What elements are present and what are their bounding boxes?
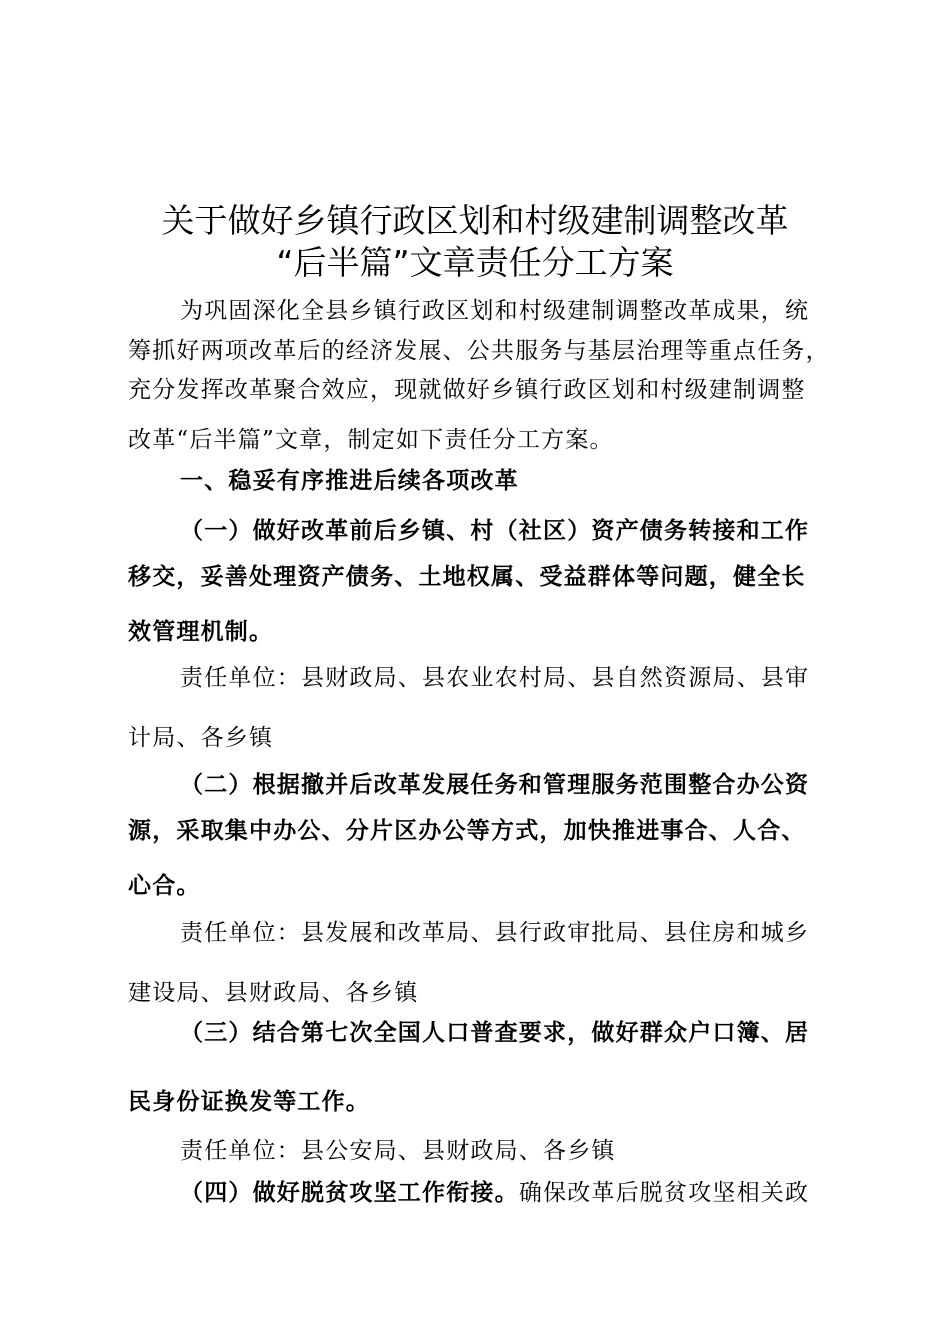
item-1-line-1: （一）做好改革前后乡镇、村（社区）资产债务转接和工作	[180, 518, 810, 544]
item-3-responsible-line-1: 责任单位：县公安局、县财政局、各乡镇	[180, 1138, 616, 1164]
intro-line-1: 为巩固深化全县乡镇行政区划和村级建制调整改革成果，统	[180, 298, 810, 324]
item-3-line-1: （三）结合第七次全国人口普查要求，做好群众户口簿、居	[180, 1020, 810, 1046]
item-1-line-2: 移交，妥善处理资产债务、土地权属、受益群体等问题，健全长	[128, 564, 806, 590]
document-title-line-2: “后半篇”文章责任分工方案	[276, 243, 674, 282]
item-4-normal-text: 确保改革后脱贫攻坚相关政	[518, 1180, 810, 1206]
item-2-responsible-line-1: 责任单位：县发展和改革局、县行政审批局、县住房和城乡	[180, 920, 810, 946]
item-2-line-1: （二）根据撤并后改革发展任务和管理服务范围整合办公资	[180, 772, 810, 798]
intro-line-3: 充分发挥改革聚合效应，现就做好乡镇行政区划和村级建制调整	[128, 377, 806, 403]
item-4-line-1	[180, 1178, 809, 1208]
item-4-bold-text: （四）做好脱贫攻坚工作衔接。	[180, 1180, 519, 1206]
item-2-line-2: 源，采取集中办公、分片区办公等方式，加快推进事合、人合、	[128, 818, 806, 844]
item-1-responsible-line-2: 计局、各乡镇	[128, 725, 274, 751]
item-2-line-3: 心合。	[128, 873, 201, 899]
section-1-heading: 一、稳妥有序推进后续各项改革	[180, 468, 519, 494]
item-1-line-3: 效管理机制。	[128, 619, 274, 645]
intro-line-2: 筹抓好两项改革后的经济发展、公共服务与基层治理等重点任务，	[128, 338, 830, 364]
item-3-line-2: 民身份证换发等工作。	[128, 1089, 370, 1115]
document-title-line-1: 关于做好乡镇行政区划和村级建制调整改革	[161, 201, 789, 240]
intro-line-4: 改革“后半篇”文章，制定如下责任分工方案。	[128, 427, 614, 453]
item-1-responsible-line-1: 责任单位：县财政局、县农业农村局、县自然资源局、县审	[180, 665, 810, 691]
item-2-responsible-line-2: 建设局、县财政局、各乡镇	[128, 980, 419, 1006]
